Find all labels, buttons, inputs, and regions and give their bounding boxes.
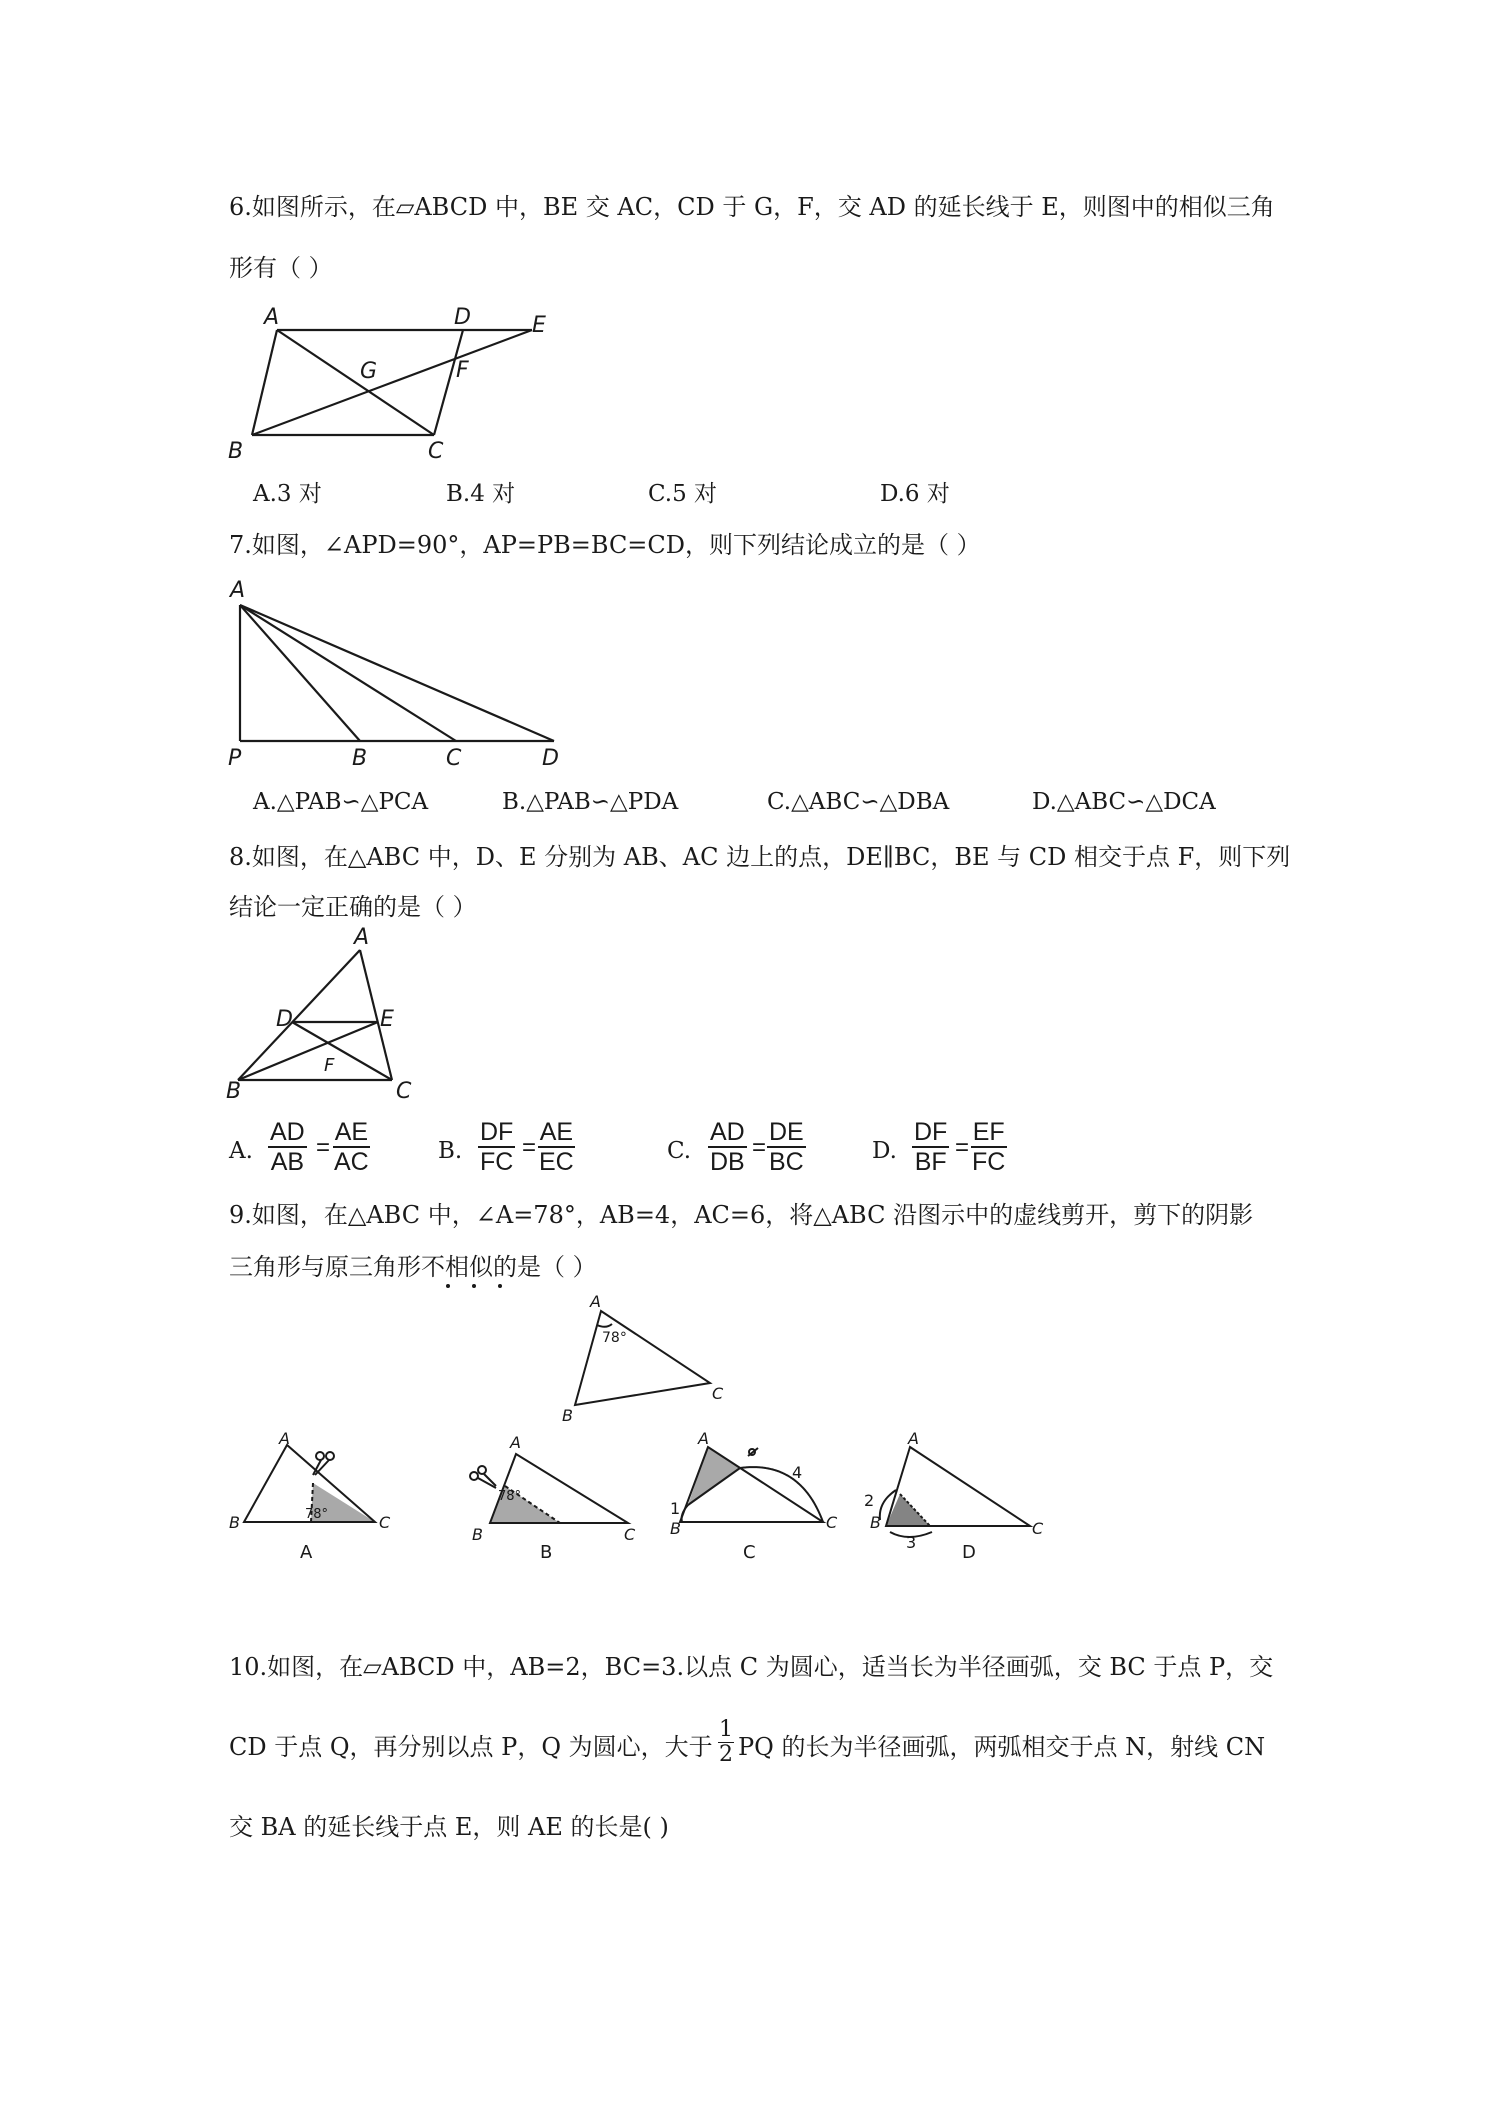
- q9-subA-label-a: A: [279, 1429, 290, 1448]
- q9-subB-caption: B: [540, 1542, 553, 1563]
- emphasis-dot: [446, 1284, 450, 1288]
- emphasis-dot: [472, 1284, 476, 1288]
- q8-option-letter: B.: [438, 1138, 463, 1164]
- q6-line2: 形有（ ）: [229, 254, 333, 282]
- q9-subD-caption: D: [962, 1542, 976, 1563]
- fraction-denominator: AC: [334, 1148, 369, 1176]
- q6-option-d: D.6 对: [880, 481, 950, 507]
- q7-line1: 7.如图，∠APD=90°，AP=PB=BC=CD，则下列结论成立的是（ ）: [229, 531, 981, 559]
- emphasis-dot: [498, 1284, 502, 1288]
- fraction-numerator: AE: [539, 1118, 574, 1146]
- q6-option-b: B.4 对: [446, 481, 516, 507]
- equals-sign: =: [522, 1134, 537, 1161]
- q9-subB-label-b: B: [472, 1525, 483, 1544]
- equals-sign: =: [752, 1134, 767, 1161]
- q8-label-b: B: [226, 1079, 242, 1104]
- q7-label-d: D: [542, 746, 559, 771]
- equals-sign: =: [955, 1134, 970, 1161]
- fraction-numerator: 1: [719, 1717, 733, 1742]
- q9-main-label-b: B: [562, 1406, 573, 1425]
- q7-label-b: B: [352, 746, 368, 771]
- fraction-denominator: BC: [769, 1148, 804, 1176]
- q8-fraction: [912, 1118, 949, 1176]
- q9-subD-label-a: A: [908, 1429, 919, 1448]
- q9-subD-label-c: C: [1032, 1519, 1044, 1538]
- q8-fraction: [268, 1118, 307, 1176]
- q8-label-d: D: [276, 1007, 293, 1032]
- fraction-numerator: DE: [769, 1118, 804, 1146]
- q9-subC-caption: C: [743, 1542, 756, 1563]
- q9-subA-caption: A: [300, 1542, 313, 1563]
- q8-line2: 结论一定正确的是（ ）: [229, 893, 477, 921]
- q9-subA-angle: 78°: [305, 1507, 329, 1522]
- q9-subfigure-d: [860, 1430, 1060, 1570]
- q7-option-d: D.△ABC∽△DCA: [1032, 789, 1216, 815]
- q10-line2-pre: CD 于点 Q，再分别以点 P，Q 为圆心，大于: [229, 1733, 713, 1761]
- q8-fraction: [708, 1118, 747, 1176]
- fraction-numerator: AD: [270, 1118, 305, 1146]
- q9-subC-num-4: 4: [792, 1463, 803, 1482]
- fraction-denominator: FC: [972, 1148, 1006, 1176]
- fraction-numerator: AE: [334, 1118, 369, 1146]
- q8-line1: 8.如图，在△ABC 中，D、E 分别为 AB、AC 边上的点，DE∥BC，BE 与 CD 相交于点 F，则下列: [229, 843, 1291, 871]
- q9-subfigure-b: [460, 1418, 660, 1568]
- fraction-numerator: EF: [972, 1118, 1005, 1146]
- q8-option-letter: C.: [667, 1138, 692, 1164]
- q10-half-fraction: [718, 1718, 734, 1767]
- q7-label-a: A: [230, 578, 246, 603]
- q8-label-c: C: [396, 1079, 412, 1104]
- q9-main-label-a: A: [590, 1292, 601, 1311]
- fraction-denominator: EC: [539, 1148, 574, 1176]
- q7-figure: [220, 575, 580, 775]
- q7-option-c: C.△ABC∽△DBA: [767, 789, 950, 815]
- q9-subfigure-c: [660, 1430, 850, 1570]
- q9-subC-label-c: C: [826, 1513, 838, 1532]
- q8-fraction: [767, 1118, 806, 1176]
- q9-subC-num-1: 1: [670, 1499, 681, 1518]
- fraction-numerator: AD: [710, 1118, 745, 1146]
- q6-label-c: C: [428, 439, 444, 464]
- q6-line1: 6.如图所示，在▱ABCD 中，BE 交 AC，CD 于 G，F，交 AD 的延长线于 E，则图中的相似三角: [229, 193, 1275, 221]
- q9-subB-angle: 78°: [498, 1489, 522, 1504]
- q8-fraction: [478, 1118, 515, 1176]
- q9-main-angle: 78°: [602, 1330, 627, 1346]
- q8-fraction: [332, 1118, 371, 1176]
- q9-subC-label-b: B: [670, 1519, 681, 1538]
- q8-fraction: [537, 1118, 576, 1176]
- q9-line2: 三角形与原三角形不相似的是（ ）: [229, 1253, 597, 1281]
- q8-label-f: F: [324, 1055, 335, 1076]
- fraction-denominator: BF: [914, 1148, 947, 1176]
- q6-label-b: B: [228, 439, 244, 464]
- q10-line3: 交 BA 的延长线于点 E，则 AE 的长是( ): [229, 1813, 669, 1841]
- q9-subC-label-a: A: [698, 1429, 709, 1448]
- q8-figure: [220, 925, 440, 1104]
- q9-subD-label-b: B: [870, 1513, 881, 1532]
- q9-main-figure: [550, 1292, 750, 1425]
- q6-figure: [220, 300, 560, 470]
- q10-line1: 10.如图，在▱ABCD 中，AB=2，BC=3.以点 C 为圆心，适当长为半径画弧，交 BC 于点 P，交: [229, 1653, 1274, 1681]
- q6-label-e: E: [532, 313, 546, 338]
- equals-sign: =: [316, 1134, 331, 1161]
- q9-subB-label-c: C: [624, 1525, 636, 1544]
- q7-option-b: B.△PAB∽△PDA: [502, 789, 679, 815]
- fraction-denominator: FC: [480, 1148, 514, 1176]
- fraction-denominator: DB: [710, 1148, 745, 1176]
- q8-label-a: A: [354, 925, 370, 950]
- q7-label-c: C: [446, 746, 462, 771]
- q6-label-g: G: [360, 359, 378, 384]
- q6-option-c: C.5 对: [648, 481, 718, 507]
- q9-subD-num-2: 2: [864, 1491, 875, 1510]
- q9-subfigure-a: [225, 1430, 405, 1570]
- fraction-numerator: DF: [480, 1118, 514, 1146]
- q9-subA-label-c: C: [379, 1513, 391, 1532]
- fraction-numerator: DF: [914, 1118, 948, 1146]
- q6-option-a: A.3 对: [253, 481, 322, 507]
- q6-label-f: F: [456, 358, 469, 383]
- q8-label-e: E: [380, 1007, 394, 1032]
- q9-subA-label-b: B: [229, 1513, 240, 1532]
- q10-line2-post: PQ 的长为半径画弧，两弧相交于点 N，射线 CN: [738, 1733, 1266, 1761]
- fraction-denominator: AB: [270, 1148, 305, 1176]
- q8-fraction: [970, 1118, 1007, 1176]
- q8-option-letter: A.: [229, 1138, 253, 1164]
- q9-subD-num-3: 3: [906, 1533, 917, 1552]
- q6-label-a: A: [264, 305, 280, 330]
- q6-label-d: D: [454, 305, 471, 330]
- fraction-denominator: 2: [719, 1742, 733, 1767]
- q9-subB-label-a: A: [510, 1433, 521, 1452]
- q8-option-letter: D.: [872, 1138, 897, 1164]
- q9-main-label-c: C: [712, 1384, 724, 1403]
- q9-line1: 9.如图，在△ABC 中，∠A=78°，AB=4，AC=6，将△ABC 沿图示中的虚线剪开，剪下的阴影: [229, 1201, 1254, 1229]
- q7-label-p: P: [228, 746, 242, 771]
- q7-option-a: A.△PAB∽△PCA: [253, 789, 429, 815]
